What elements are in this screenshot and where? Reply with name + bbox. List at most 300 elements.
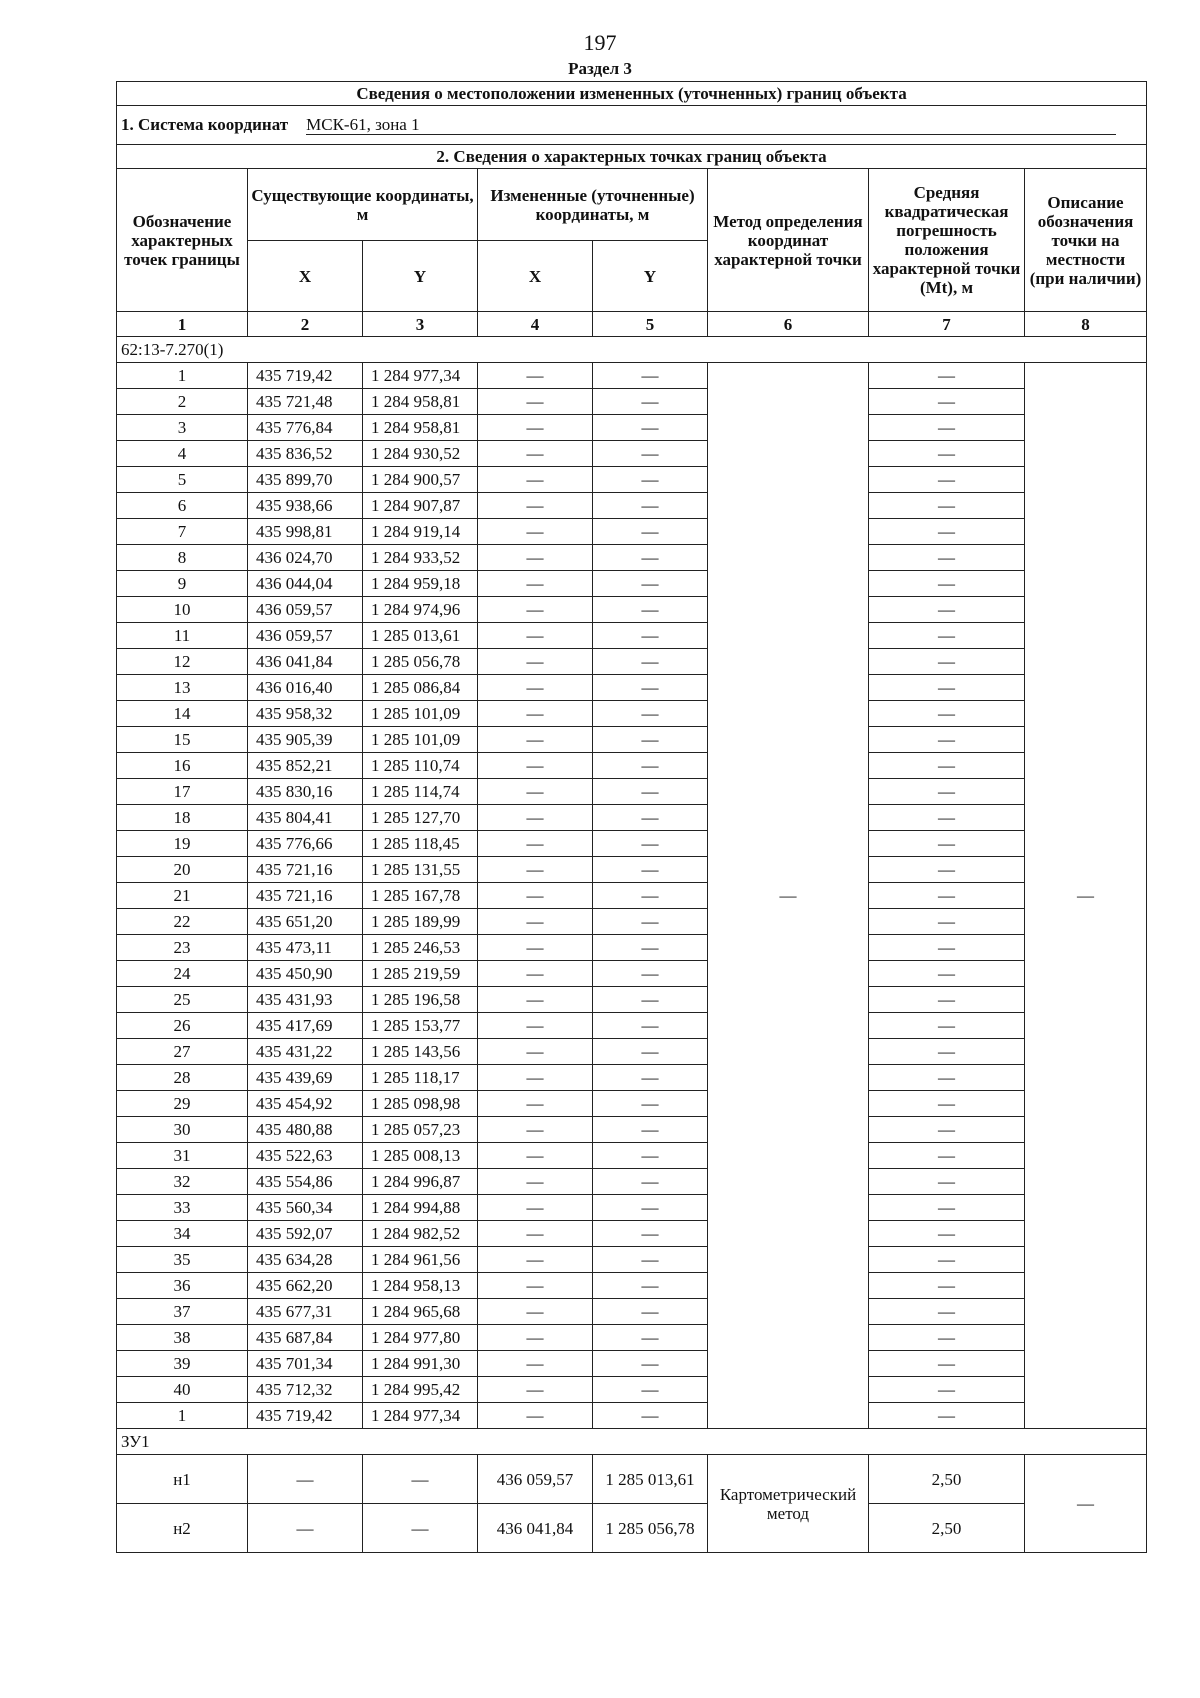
new-x: — bbox=[478, 1247, 593, 1273]
new-x: — bbox=[478, 701, 593, 727]
new-x: — bbox=[478, 1195, 593, 1221]
mt-value: — bbox=[869, 675, 1025, 701]
new-y: — bbox=[593, 597, 708, 623]
point-id: 22 bbox=[117, 909, 248, 935]
existing-x: 435 719,42 bbox=[248, 1403, 363, 1429]
existing-y: 1 285 143,56 bbox=[363, 1039, 478, 1065]
table-row bbox=[117, 1403, 1147, 1429]
existing-y: 1 285 013,61 bbox=[363, 623, 478, 649]
mt-value: — bbox=[869, 779, 1025, 805]
existing-y: — bbox=[363, 1504, 478, 1553]
existing-x: 435 776,84 bbox=[248, 415, 363, 441]
point-id: 30 bbox=[117, 1117, 248, 1143]
header-col8: Описание обозначения точки на местности (при наличии) bbox=[1025, 169, 1147, 312]
new-x: — bbox=[478, 571, 593, 597]
table-row bbox=[117, 1195, 1147, 1221]
new-y: — bbox=[593, 1247, 708, 1273]
mt-value: — bbox=[869, 753, 1025, 779]
new-y: — bbox=[593, 1117, 708, 1143]
new-y: — bbox=[593, 545, 708, 571]
new-y: — bbox=[593, 1195, 708, 1221]
header-col7: Средняя квадратическая погрешность положения характерной точки (Mt), м bbox=[869, 169, 1025, 312]
point-id: 8 bbox=[117, 545, 248, 571]
mt-value: — bbox=[869, 909, 1025, 935]
existing-y: 1 285 098,98 bbox=[363, 1091, 478, 1117]
new-x: — bbox=[478, 1091, 593, 1117]
existing-y: 1 285 114,74 bbox=[363, 779, 478, 805]
point-id: 10 bbox=[117, 597, 248, 623]
existing-y: 1 284 974,96 bbox=[363, 597, 478, 623]
existing-x: 435 804,41 bbox=[248, 805, 363, 831]
new-x: — bbox=[478, 909, 593, 935]
mt-value: — bbox=[869, 1065, 1025, 1091]
table-row bbox=[117, 389, 1147, 415]
point-id: 3 bbox=[117, 415, 248, 441]
existing-y: 1 284 977,34 bbox=[363, 1403, 478, 1429]
mt-value: — bbox=[869, 519, 1025, 545]
point-id: 7 bbox=[117, 519, 248, 545]
method: — bbox=[708, 363, 869, 1429]
mt-value: — bbox=[869, 1221, 1025, 1247]
point-id: 33 bbox=[117, 1195, 248, 1221]
table-row bbox=[117, 857, 1147, 883]
header-x-new: X bbox=[478, 241, 593, 312]
boundary-table bbox=[116, 81, 1147, 1553]
new-y: — bbox=[593, 493, 708, 519]
new-y: — bbox=[593, 1351, 708, 1377]
table-row bbox=[117, 961, 1147, 987]
group-row bbox=[117, 1429, 1147, 1455]
point-id: 38 bbox=[117, 1325, 248, 1351]
point-id: 28 bbox=[117, 1065, 248, 1091]
existing-x: 435 662,20 bbox=[248, 1273, 363, 1299]
existing-x: 435 958,32 bbox=[248, 701, 363, 727]
mt-value: — bbox=[869, 1325, 1025, 1351]
table-row bbox=[117, 1013, 1147, 1039]
coord-system bbox=[117, 106, 1147, 145]
mt-value: — bbox=[869, 623, 1025, 649]
new-x: — bbox=[478, 1325, 593, 1351]
table-row bbox=[117, 467, 1147, 493]
group-name: ЗУ1 bbox=[117, 1429, 1147, 1455]
new-x: 436 059,57 bbox=[478, 1455, 593, 1504]
method: Картометрический метод bbox=[708, 1455, 869, 1553]
existing-x: 436 016,40 bbox=[248, 675, 363, 701]
header-y-new: Y bbox=[593, 241, 708, 312]
new-x: — bbox=[478, 1273, 593, 1299]
new-x: — bbox=[478, 415, 593, 441]
coord-system-label: 1. Система координат bbox=[121, 115, 289, 134]
existing-x: 435 938,66 bbox=[248, 493, 363, 519]
existing-y: 1 284 907,87 bbox=[363, 493, 478, 519]
new-x: — bbox=[478, 597, 593, 623]
mt-value: — bbox=[869, 1351, 1025, 1377]
point-id: 12 bbox=[117, 649, 248, 675]
new-x: — bbox=[478, 1403, 593, 1429]
mt-value: — bbox=[869, 1195, 1025, 1221]
existing-y: 1 285 086,84 bbox=[363, 675, 478, 701]
existing-y: 1 285 118,17 bbox=[363, 1065, 478, 1091]
new-x: — bbox=[478, 1039, 593, 1065]
table-row bbox=[117, 1273, 1147, 1299]
existing-y: 1 285 131,55 bbox=[363, 857, 478, 883]
point-id: н2 bbox=[117, 1504, 248, 1553]
new-y: — bbox=[593, 1039, 708, 1065]
existing-x: 435 701,34 bbox=[248, 1351, 363, 1377]
new-y: — bbox=[593, 649, 708, 675]
existing-y: 1 284 994,88 bbox=[363, 1195, 478, 1221]
existing-x: 435 454,92 bbox=[248, 1091, 363, 1117]
new-y: — bbox=[593, 467, 708, 493]
point-id: 6 bbox=[117, 493, 248, 519]
table-row bbox=[117, 623, 1147, 649]
point-id: 9 bbox=[117, 571, 248, 597]
section-label: Раздел 3 bbox=[568, 59, 632, 78]
table-row bbox=[117, 493, 1147, 519]
mt-value: — bbox=[869, 1247, 1025, 1273]
existing-x: 435 830,16 bbox=[248, 779, 363, 805]
new-x: — bbox=[478, 1351, 593, 1377]
point-id: 39 bbox=[117, 1351, 248, 1377]
page-number: 197 bbox=[583, 30, 617, 55]
existing-x: 435 899,70 bbox=[248, 467, 363, 493]
existing-x: — bbox=[248, 1504, 363, 1553]
mt-value: — bbox=[869, 1091, 1025, 1117]
point-id: 40 bbox=[117, 1377, 248, 1403]
point-id: 23 bbox=[117, 935, 248, 961]
header-col1: Обозначение характерных точек границы bbox=[117, 169, 248, 312]
existing-x: 436 059,57 bbox=[248, 623, 363, 649]
table-row bbox=[117, 1143, 1147, 1169]
table-row bbox=[117, 779, 1147, 805]
table-row bbox=[117, 675, 1147, 701]
group-name: 62:13-7.270(1) bbox=[117, 337, 1147, 363]
mt-value: — bbox=[869, 493, 1025, 519]
existing-x: 435 852,21 bbox=[248, 753, 363, 779]
point-id: н1 bbox=[117, 1455, 248, 1504]
mt-value: — bbox=[869, 961, 1025, 987]
point-id: 1 bbox=[117, 363, 248, 389]
existing-y: 1 285 219,59 bbox=[363, 961, 478, 987]
table-row bbox=[117, 1377, 1147, 1403]
existing-y: — bbox=[363, 1455, 478, 1504]
mt-value: — bbox=[869, 1039, 1025, 1065]
new-y: — bbox=[593, 389, 708, 415]
new-x: — bbox=[478, 1065, 593, 1091]
table-row bbox=[117, 597, 1147, 623]
new-y: — bbox=[593, 727, 708, 753]
new-y: — bbox=[593, 1221, 708, 1247]
existing-x: 435 998,81 bbox=[248, 519, 363, 545]
mt-value: — bbox=[869, 883, 1025, 909]
new-y: — bbox=[593, 571, 708, 597]
new-x: — bbox=[478, 519, 593, 545]
new-x: — bbox=[478, 363, 593, 389]
mt-value: 2,50 bbox=[869, 1504, 1025, 1553]
header-col23: Существующие координаты, м bbox=[248, 169, 478, 241]
table-row bbox=[117, 883, 1147, 909]
table-row bbox=[117, 1117, 1147, 1143]
table-row bbox=[117, 545, 1147, 571]
existing-x: 435 776,66 bbox=[248, 831, 363, 857]
point-id: 5 bbox=[117, 467, 248, 493]
existing-y: 1 284 961,56 bbox=[363, 1247, 478, 1273]
mt-value: — bbox=[869, 1117, 1025, 1143]
point-id: 26 bbox=[117, 1013, 248, 1039]
table-row bbox=[117, 1299, 1147, 1325]
column-number: 1 bbox=[117, 312, 248, 337]
table-row bbox=[117, 727, 1147, 753]
point-id: 18 bbox=[117, 805, 248, 831]
point-id: 21 bbox=[117, 883, 248, 909]
table-row bbox=[117, 935, 1147, 961]
coord-system-value: МСК-61, зона 1 bbox=[306, 115, 1116, 135]
table-row bbox=[117, 909, 1147, 935]
existing-y: 1 285 153,77 bbox=[363, 1013, 478, 1039]
table-row bbox=[117, 1455, 1147, 1504]
table-row bbox=[117, 649, 1147, 675]
table-row bbox=[117, 1091, 1147, 1117]
mt-value: — bbox=[869, 545, 1025, 571]
existing-x: 435 651,20 bbox=[248, 909, 363, 935]
new-x: — bbox=[478, 1143, 593, 1169]
new-y: — bbox=[593, 1325, 708, 1351]
new-y: — bbox=[593, 857, 708, 883]
new-y: — bbox=[593, 753, 708, 779]
existing-y: 1 284 933,52 bbox=[363, 545, 478, 571]
new-x: — bbox=[478, 441, 593, 467]
existing-x: 435 480,88 bbox=[248, 1117, 363, 1143]
table-row bbox=[117, 1169, 1147, 1195]
point-id: 29 bbox=[117, 1091, 248, 1117]
table-row bbox=[117, 519, 1147, 545]
mt-value: — bbox=[869, 727, 1025, 753]
mt-value: — bbox=[869, 701, 1025, 727]
existing-x: 435 836,52 bbox=[248, 441, 363, 467]
new-y: — bbox=[593, 1091, 708, 1117]
table-row bbox=[117, 753, 1147, 779]
new-y: — bbox=[593, 701, 708, 727]
point-id: 15 bbox=[117, 727, 248, 753]
column-number: 8 bbox=[1025, 312, 1147, 337]
new-y: — bbox=[593, 883, 708, 909]
new-x: — bbox=[478, 727, 593, 753]
new-x: 436 041,84 bbox=[478, 1504, 593, 1553]
new-x: — bbox=[478, 1013, 593, 1039]
new-y: — bbox=[593, 935, 708, 961]
new-x: — bbox=[478, 675, 593, 701]
table-row bbox=[117, 1504, 1147, 1553]
table-row bbox=[117, 441, 1147, 467]
new-y: — bbox=[593, 1377, 708, 1403]
point-id: 1 bbox=[117, 1403, 248, 1429]
table-row bbox=[117, 701, 1147, 727]
new-x: — bbox=[478, 779, 593, 805]
new-y: 1 285 013,61 bbox=[593, 1455, 708, 1504]
point-id: 32 bbox=[117, 1169, 248, 1195]
mt-value: — bbox=[869, 649, 1025, 675]
existing-x: 435 431,22 bbox=[248, 1039, 363, 1065]
new-x: — bbox=[478, 1169, 593, 1195]
new-x: — bbox=[478, 831, 593, 857]
table-row bbox=[117, 831, 1147, 857]
existing-y: 1 285 127,70 bbox=[363, 805, 478, 831]
existing-x: 436 044,04 bbox=[248, 571, 363, 597]
mt-value: — bbox=[869, 1273, 1025, 1299]
header-y-existing: Y bbox=[363, 241, 478, 312]
mt-value: — bbox=[869, 415, 1025, 441]
column-number: 5 bbox=[593, 312, 708, 337]
new-y: — bbox=[593, 363, 708, 389]
point-id: 35 bbox=[117, 1247, 248, 1273]
new-y: — bbox=[593, 1273, 708, 1299]
existing-x: 435 905,39 bbox=[248, 727, 363, 753]
table-row bbox=[117, 1325, 1147, 1351]
existing-y: 1 284 958,81 bbox=[363, 415, 478, 441]
existing-y: 1 285 057,23 bbox=[363, 1117, 478, 1143]
existing-y: 1 285 056,78 bbox=[363, 649, 478, 675]
table-row bbox=[117, 1039, 1147, 1065]
existing-y: 1 285 101,09 bbox=[363, 701, 478, 727]
new-y: — bbox=[593, 1169, 708, 1195]
column-number: 7 bbox=[869, 312, 1025, 337]
mt-value: — bbox=[869, 831, 1025, 857]
table-row bbox=[117, 363, 1147, 389]
mt-value: 2,50 bbox=[869, 1455, 1025, 1504]
new-y: — bbox=[593, 675, 708, 701]
table-row bbox=[117, 1351, 1147, 1377]
existing-y: 1 285 118,45 bbox=[363, 831, 478, 857]
existing-y: 1 285 101,09 bbox=[363, 727, 478, 753]
existing-y: 1 285 167,78 bbox=[363, 883, 478, 909]
table-row bbox=[117, 1221, 1147, 1247]
existing-x: — bbox=[248, 1455, 363, 1504]
point-id: 20 bbox=[117, 857, 248, 883]
existing-y: 1 285 246,53 bbox=[363, 935, 478, 961]
new-y: — bbox=[593, 519, 708, 545]
existing-x: 435 719,42 bbox=[248, 363, 363, 389]
new-y: — bbox=[593, 1013, 708, 1039]
existing-x: 435 473,11 bbox=[248, 935, 363, 961]
mt-value: — bbox=[869, 363, 1025, 389]
new-x: — bbox=[478, 1377, 593, 1403]
existing-x: 435 634,28 bbox=[248, 1247, 363, 1273]
new-y: — bbox=[593, 805, 708, 831]
group-row bbox=[117, 337, 1147, 363]
point-id: 13 bbox=[117, 675, 248, 701]
header-col45: Измененные (уточненные) координаты, м bbox=[478, 169, 708, 241]
new-x: — bbox=[478, 935, 593, 961]
existing-x: 435 721,16 bbox=[248, 857, 363, 883]
existing-x: 435 721,16 bbox=[248, 883, 363, 909]
existing-y: 1 285 196,58 bbox=[363, 987, 478, 1013]
point-id: 36 bbox=[117, 1273, 248, 1299]
existing-y: 1 284 996,87 bbox=[363, 1169, 478, 1195]
existing-y: 1 284 919,14 bbox=[363, 519, 478, 545]
table-row bbox=[117, 571, 1147, 597]
new-x: — bbox=[478, 987, 593, 1013]
mt-value: — bbox=[869, 597, 1025, 623]
mt-value: — bbox=[869, 1143, 1025, 1169]
table-row bbox=[117, 415, 1147, 441]
point-id: 16 bbox=[117, 753, 248, 779]
point-id: 37 bbox=[117, 1299, 248, 1325]
column-number: 3 bbox=[363, 312, 478, 337]
point-id: 25 bbox=[117, 987, 248, 1013]
existing-y: 1 284 982,52 bbox=[363, 1221, 478, 1247]
new-y: — bbox=[593, 831, 708, 857]
new-y: — bbox=[593, 1143, 708, 1169]
new-y: — bbox=[593, 779, 708, 805]
existing-y: 1 284 958,13 bbox=[363, 1273, 478, 1299]
points-title: 2. Сведения о характерных точках границ объекта bbox=[117, 145, 1147, 169]
new-x: — bbox=[478, 623, 593, 649]
column-number: 2 bbox=[248, 312, 363, 337]
point-id: 2 bbox=[117, 389, 248, 415]
existing-x: 436 059,57 bbox=[248, 597, 363, 623]
point-id: 4 bbox=[117, 441, 248, 467]
existing-x: 435 450,90 bbox=[248, 961, 363, 987]
new-y: 1 285 056,78 bbox=[593, 1504, 708, 1553]
table-row bbox=[117, 987, 1147, 1013]
existing-y: 1 284 991,30 bbox=[363, 1351, 478, 1377]
existing-y: 1 284 995,42 bbox=[363, 1377, 478, 1403]
existing-y: 1 284 959,18 bbox=[363, 571, 478, 597]
new-y: — bbox=[593, 441, 708, 467]
new-x: — bbox=[478, 1299, 593, 1325]
new-y: — bbox=[593, 1299, 708, 1325]
point-id: 14 bbox=[117, 701, 248, 727]
header-col6: Метод определения координат характерной точки bbox=[708, 169, 869, 312]
mt-value: — bbox=[869, 441, 1025, 467]
point-id: 19 bbox=[117, 831, 248, 857]
new-x: — bbox=[478, 493, 593, 519]
point-id: 11 bbox=[117, 623, 248, 649]
existing-x: 435 721,48 bbox=[248, 389, 363, 415]
new-y: — bbox=[593, 623, 708, 649]
existing-y: 1 285 189,99 bbox=[363, 909, 478, 935]
new-x: — bbox=[478, 649, 593, 675]
header-x-existing: X bbox=[248, 241, 363, 312]
point-id: 27 bbox=[117, 1039, 248, 1065]
existing-y: 1 284 965,68 bbox=[363, 1299, 478, 1325]
table-row bbox=[117, 1247, 1147, 1273]
existing-x: 435 677,31 bbox=[248, 1299, 363, 1325]
existing-x: 435 687,84 bbox=[248, 1325, 363, 1351]
existing-x: 436 024,70 bbox=[248, 545, 363, 571]
existing-y: 1 285 110,74 bbox=[363, 753, 478, 779]
existing-y: 1 285 008,13 bbox=[363, 1143, 478, 1169]
existing-x: 435 560,34 bbox=[248, 1195, 363, 1221]
new-x: — bbox=[478, 1221, 593, 1247]
mt-value: — bbox=[869, 1013, 1025, 1039]
mt-value: — bbox=[869, 389, 1025, 415]
table-row bbox=[117, 805, 1147, 831]
new-y: — bbox=[593, 415, 708, 441]
mt-value: — bbox=[869, 467, 1025, 493]
table-title: Сведения о местоположении измененных (уточненных) границ объекта bbox=[117, 82, 1147, 106]
new-x: — bbox=[478, 389, 593, 415]
mt-value: — bbox=[869, 1169, 1025, 1195]
existing-x: 435 439,69 bbox=[248, 1065, 363, 1091]
mt-value: — bbox=[869, 1403, 1025, 1429]
point-id: 17 bbox=[117, 779, 248, 805]
table-row bbox=[117, 1065, 1147, 1091]
mt-value: — bbox=[869, 987, 1025, 1013]
mt-value: — bbox=[869, 857, 1025, 883]
existing-x: 435 592,07 bbox=[248, 1221, 363, 1247]
existing-y: 1 284 977,34 bbox=[363, 363, 478, 389]
